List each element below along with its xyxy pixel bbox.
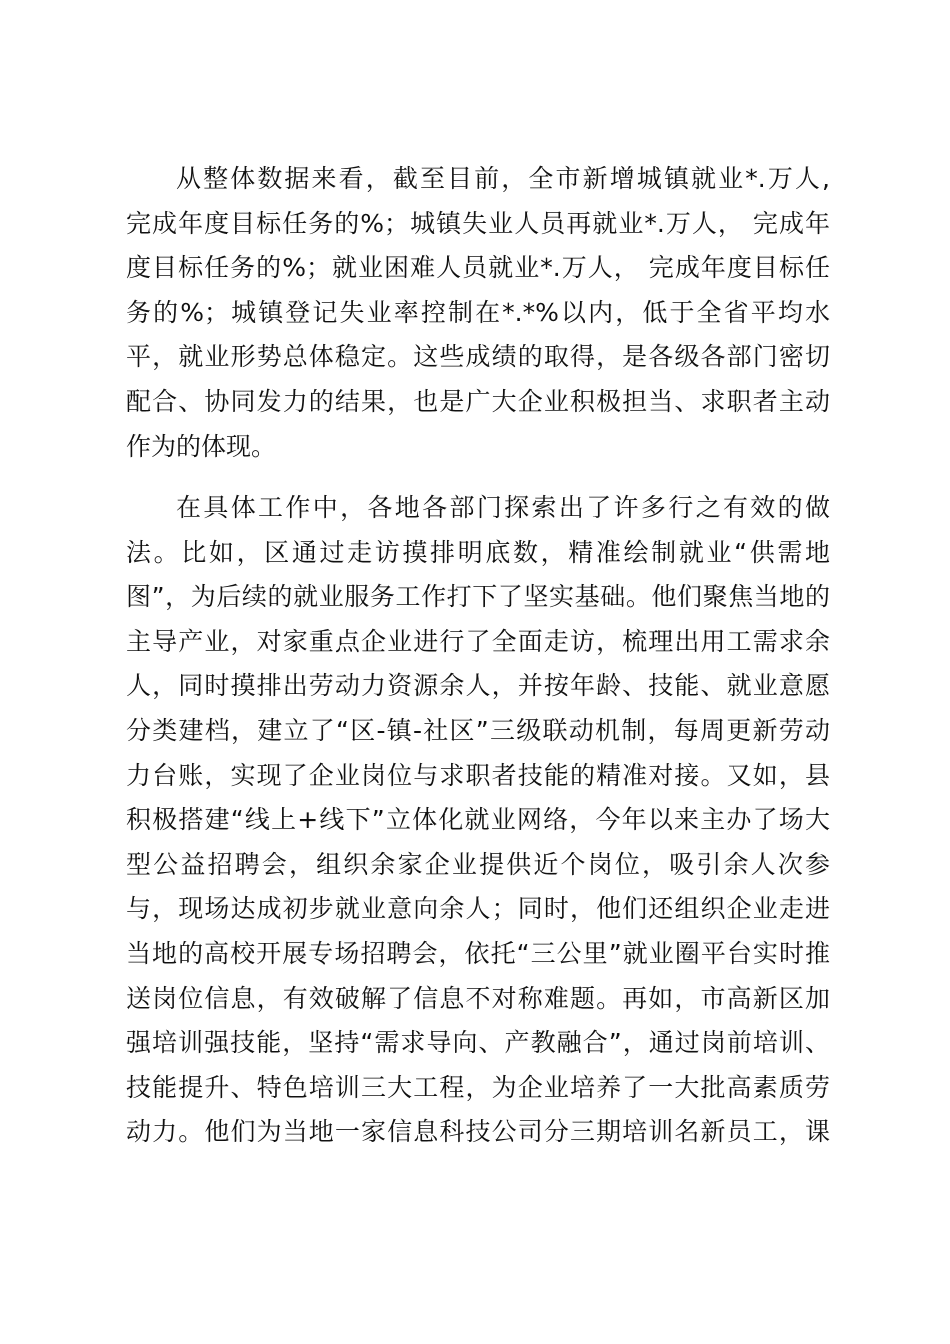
text-line: 度目标任务的%；就业困难人员就业*.万人， 完成年度目标任	[126, 253, 830, 283]
text-line: 型公益招聘会，组织余家企业提供近个岗位，吸引余人次参	[126, 849, 830, 879]
text-line: 当地的高校开展专场招聘会，依托“三公里”就业圈平台实时推	[126, 938, 830, 968]
text-line: 送岗位信息，有效破解了信息不对称难题。再如，市高新区加	[126, 983, 830, 1013]
text-line: 与，现场达成初步就业意向余人；同时，他们还组织企业走进	[126, 894, 830, 924]
text-line: 强培训强技能，坚持“需求导向、产教融合”，通过岗前培训、	[126, 1028, 830, 1058]
text-line: 配合、协同发力的结果，也是广大企业积极担当、求职者主动	[126, 386, 830, 416]
text-line: 技能提升、特色培训三大工程，为企业培养了一大批高素质劳	[126, 1072, 830, 1102]
text-line: 人，同时摸排出劳动力资源余人，并按年龄、技能、就业意愿	[126, 671, 830, 701]
text-line: 法。比如，区通过走访摸排明底数，精准绘制就业“供需地	[126, 537, 830, 567]
text-line: 主导产业，对家重点企业进行了全面走访，梳理出用工需求余	[126, 626, 830, 656]
text-line: 分类建档，建立了“区-镇-社区”三级联动机制，每周更新劳动	[126, 715, 830, 745]
text-line: 务的%；城镇登记失业率控制在*.*%以内，低于全省平均水	[126, 297, 830, 327]
paragraph-1	[126, 157, 830, 469]
text-line: 在具体工作中，各地各部门探索出了许多行之有效的做	[176, 493, 830, 522]
text-line: 图”，为后续的就业服务工作打下了坚实基础。他们聚焦当地的	[126, 582, 830, 612]
text-line: 作为的体现。	[126, 431, 277, 461]
text-line: 完成年度目标任务的%；城镇失业人员再就业*.万人， 完成年	[126, 208, 830, 238]
paragraph-2	[126, 486, 830, 1155]
text-line: 从整体数据来看，截至目前，全市新增城镇就业*.万人,	[176, 164, 830, 193]
text-line: 动力。他们为当地一家信息科技公司分三期培训名新员工，课	[126, 1117, 830, 1147]
text-line: 平，就业形势总体稳定。这些成绩的取得，是各级各部门密切	[126, 342, 830, 372]
text-line: 力台账，实现了企业岗位与求职者技能的精准对接。又如，县	[126, 760, 830, 790]
text-line: 积极搭建“线上+线下”立体化就业网络，今年以来主办了场大	[126, 805, 830, 835]
